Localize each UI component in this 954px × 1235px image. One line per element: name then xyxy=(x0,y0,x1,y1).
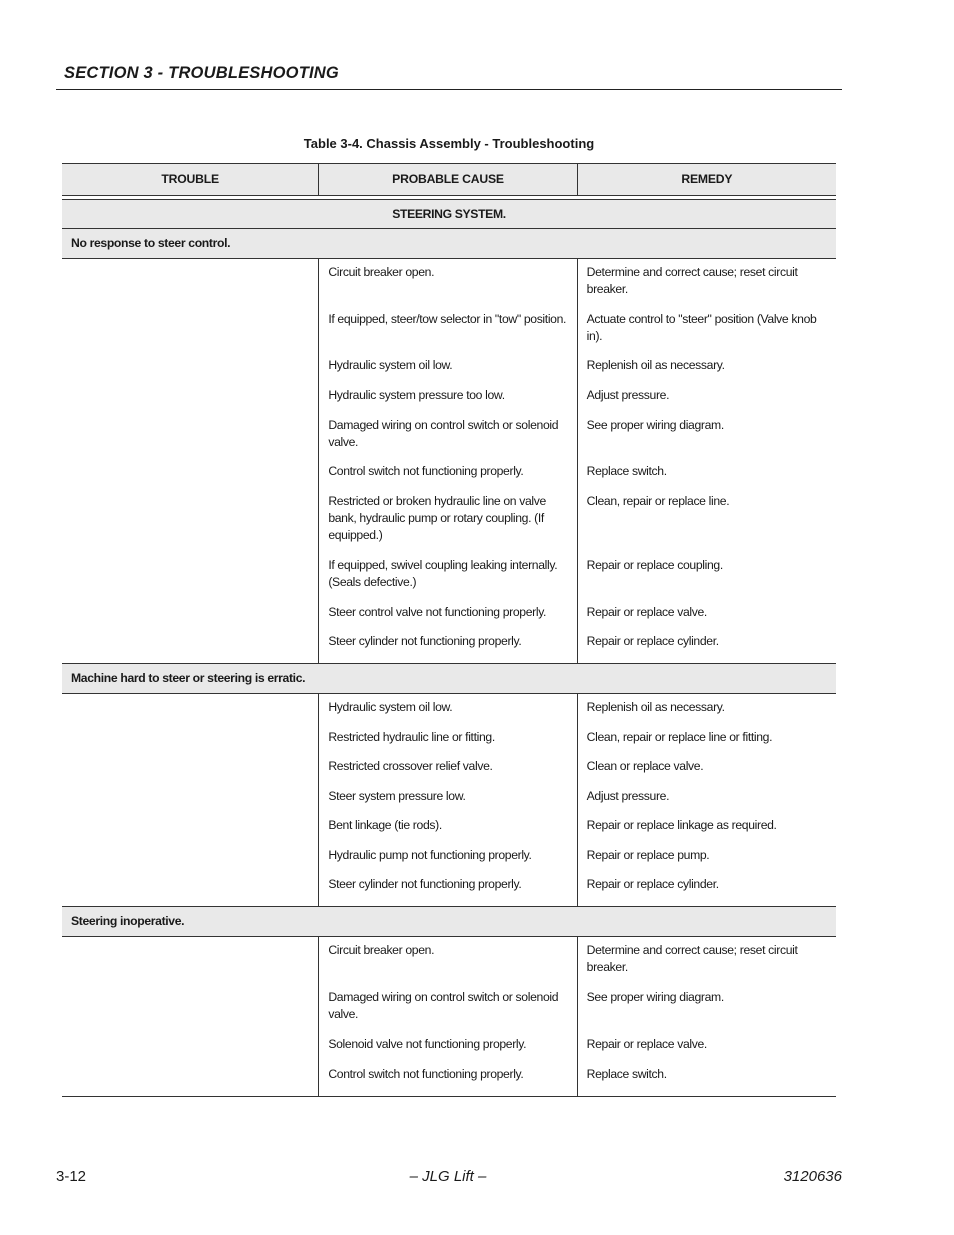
probable-cause-cell: Damaged wiring on control switch or solenoid valve. xyxy=(328,418,559,449)
remedy-cell: Clean, repair or replace line or fitting. xyxy=(586,730,773,744)
probable-cause-cell: Bent linkage (tie rods). xyxy=(328,818,442,832)
table-header-row xyxy=(62,163,836,196)
remedy-cell: Repair or replace valve. xyxy=(586,605,707,619)
header-rule xyxy=(56,89,842,90)
footer-brand: – JLG Lift – xyxy=(409,1168,487,1185)
probable-cause-cell: Restricted crossover relief valve. xyxy=(328,759,493,773)
system-heading-row: STEERING SYSTEM. xyxy=(62,199,836,229)
trouble-heading-row: Machine hard to steer or steering is erratic. xyxy=(62,664,836,694)
probable-cause-cell: If equipped, swivel coupling leaking internally. (Seals defective.) xyxy=(328,558,558,589)
cause-column xyxy=(318,694,576,906)
remedy-cell: Clean or replace valve. xyxy=(586,759,704,773)
probable-cause-cell: Restricted or broken hydraulic line on valve bank, hydraulic pump or rotary coupling. (If equipped.) xyxy=(328,494,546,542)
troubleshooting-table xyxy=(62,163,836,1097)
remedy-cell: Repair or replace cylinder. xyxy=(586,634,719,648)
remedy-cell: Repair or replace cylinder. xyxy=(586,877,719,891)
section-title: SECTION 3 - TROUBLESHOOTING xyxy=(64,64,339,82)
remedy-cell: Clean, repair or replace line. xyxy=(586,494,730,508)
remedy-cell: Adjust pressure. xyxy=(586,789,670,803)
remedy-column xyxy=(577,259,836,663)
probable-cause-cell: Hydraulic system oil low. xyxy=(328,700,453,714)
probable-cause-cell: Control switch not functioning properly. xyxy=(328,1067,524,1081)
column-header-trouble: TROUBLE xyxy=(161,172,219,186)
remedy-cell: Adjust pressure. xyxy=(586,388,670,402)
probable-cause-cell: Steer control valve not functioning properly. xyxy=(328,605,547,619)
probable-cause-cell: If equipped, steer/tow selector in "tow" position. xyxy=(328,312,567,326)
trouble-groups xyxy=(62,229,836,1097)
remedy-cell: Replenish oil as necessary. xyxy=(586,358,725,372)
probable-cause-cell: Solenoid valve not functioning properly. xyxy=(328,1037,527,1051)
remedy-cell: Replenish oil as necessary. xyxy=(586,700,725,714)
remedy-cell: Repair or replace pump. xyxy=(586,848,710,862)
probable-cause-cell: Hydraulic pump not functioning properly. xyxy=(328,848,532,862)
remedy-cell: Replace switch. xyxy=(586,464,667,478)
trouble-heading-row: No response to steer control. xyxy=(62,229,836,259)
probable-cause-cell: Steer cylinder not functioning properly. xyxy=(328,634,522,648)
remedy-column xyxy=(577,937,836,1096)
cause-column xyxy=(318,259,576,663)
trouble-column-blank xyxy=(62,259,318,663)
trouble-group-body xyxy=(62,259,836,664)
table-caption: Table 3-4. Chassis Assembly - Troubleshooting xyxy=(303,136,595,151)
probable-cause-cell: Control switch not functioning properly. xyxy=(328,464,524,478)
probable-cause-cell: Hydraulic system pressure too low. xyxy=(328,388,505,402)
remedy-cell: Repair or replace valve. xyxy=(586,1037,707,1051)
trouble-heading-row: Steering inoperative. xyxy=(62,907,836,937)
remedy-cell: Determine and correct cause; reset circuit breaker. xyxy=(586,943,798,974)
trouble-group-body xyxy=(62,694,836,907)
remedy-cell: Repair or replace coupling. xyxy=(586,558,723,572)
remedy-cell: Replace switch. xyxy=(586,1067,667,1081)
trouble-column-blank xyxy=(62,694,318,906)
probable-cause-cell: Damaged wiring on control switch or solenoid valve. xyxy=(328,990,559,1021)
probable-cause-cell: Hydraulic system oil low. xyxy=(328,358,453,372)
probable-cause-cell: Circuit breaker open. xyxy=(328,265,435,279)
remedy-cell: Determine and correct cause; reset circuit breaker. xyxy=(586,265,798,296)
remedy-column xyxy=(577,694,836,906)
probable-cause-cell: Restricted hydraulic line or fitting. xyxy=(328,730,495,744)
remedy-cell: Actuate control to "steer" position (Valve knob in). xyxy=(586,312,817,343)
trouble-group-body xyxy=(62,937,836,1097)
cause-column xyxy=(318,937,576,1096)
remedy-cell: See proper wiring diagram. xyxy=(586,418,724,432)
probable-cause-cell: Circuit breaker open. xyxy=(328,943,435,957)
remedy-cell: See proper wiring diagram. xyxy=(586,990,724,1004)
column-header-remedy: REMEDY xyxy=(577,164,836,195)
page-number: 3-12 xyxy=(56,1168,87,1185)
probable-cause-cell: Steer cylinder not functioning properly. xyxy=(328,877,522,891)
probable-cause-cell: Steer system pressure low. xyxy=(328,789,466,803)
remedy-cell: Repair or replace linkage as required. xyxy=(586,818,777,832)
column-header-probable-cause: PROBABLE CAUSE xyxy=(318,164,576,195)
trouble-column-blank xyxy=(62,937,318,1096)
document-number: 3120636 xyxy=(783,1168,842,1185)
